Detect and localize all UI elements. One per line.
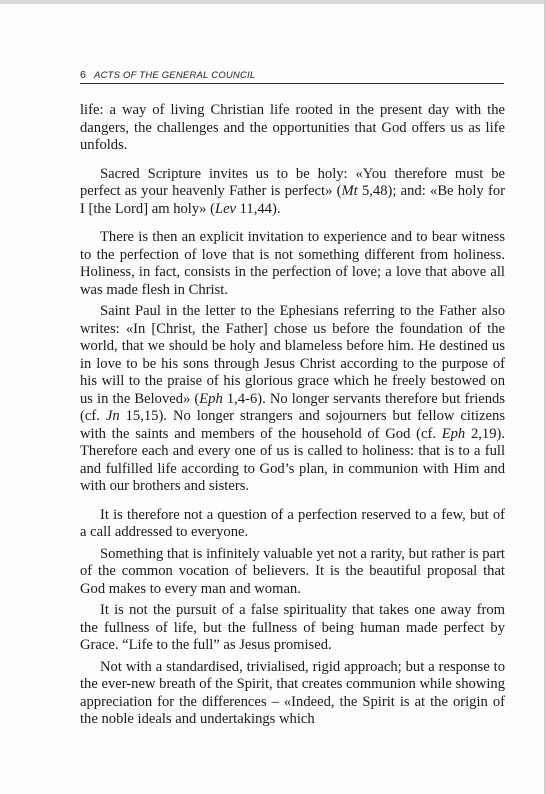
citation-abbrev: Eph — [441, 425, 466, 442]
paragraph — [80, 303, 505, 496]
citation-abbrev: Jn — [105, 408, 120, 424]
text-run: Something that is infinitely valuable yet not a rarity, but rather is part of the common vocation of believers. It is the beautiful proposal that God makes to every man and woman. — [80, 545, 505, 597]
text-run: 15,15). No longer strangers and sojourners but fellow citizens with the saints and members of the household of God (cf. — [80, 408, 506, 442]
paragraph — [80, 546, 505, 599]
citation-abbrev: Mt — [341, 183, 358, 199]
page-number: 6 — [80, 69, 87, 81]
paragraph — [80, 166, 505, 219]
text-run: 11,44). — [236, 200, 281, 217]
paragraph — [80, 602, 505, 655]
paragraph — [80, 102, 505, 155]
citation-abbrev: Eph — [199, 390, 223, 407]
text-run: It is therefore not a question of a perfection reserved to a few, but of a call addressed to everyone. — [80, 506, 505, 540]
paragraph — [80, 507, 505, 542]
body-text — [80, 102, 505, 729]
text-run: 1,4-6). No longer servants therefore but friends (cf. — [80, 390, 505, 424]
paragraph — [80, 229, 505, 299]
citation-abbrev: Lev — [214, 200, 237, 217]
running-header — [80, 69, 505, 81]
text-run: 2,19). Therefore each and every one of us is called to holiness: that is to a full and fulfilled life according to God’s plan, in communion with Him and with our brothers and sisters. — [80, 425, 505, 494]
text-run: Sacred Scripture invites us to be holy: «You therefore must be perfect as your heavenly Father is perfect» ( — [80, 165, 505, 199]
text-run: Not with a standardised, trivialised, rigid approach; but a response to the ever-new breath of the Spirit, that creates communion while showing appreciation for the differences – «Indeed, the Spirit is at the origin of the noble ideals and undertakings which — [80, 658, 505, 727]
running-title: ACTS OF THE GENERAL COUNCIL — [94, 70, 256, 81]
header-rule — [80, 83, 504, 84]
text-run: Saint Paul in the letter to the Ephesians referring to the Father also writes: «In [Christ, the Father] chose us before the foundation of the world, that we should be holy and blameless before him. He destined us in love to be his sons through Jesus Christ according to the purpose of his will to the praise of his glorious grace which he freely bestowed on us in the Beloved» ( — [80, 303, 505, 407]
text-run: life: a way of living Christian life rooted in the present day with the dangers, the challenges and the opportunities that God offers us as life unfolds. — [80, 102, 505, 153]
text-run: 5,48); and: «Be holy for I [the Lord] am holy» ( — [80, 183, 505, 217]
text-run: There is then an explicit invitation to experience and to bear witness to the perfection of love that is not something different from holiness. Holiness, in fact, consists in the perfection of love; a love that above all was made flesh in Christ. — [80, 229, 505, 298]
text-run: It is not the pursuit of a false spirituality that takes one away from the fullness of life, but the fullness of being human made perfect by Grace. “Life to the full” as Jesus promised. — [80, 602, 505, 653]
scan-edge-top — [0, 0, 546, 4]
paragraph — [80, 659, 505, 729]
